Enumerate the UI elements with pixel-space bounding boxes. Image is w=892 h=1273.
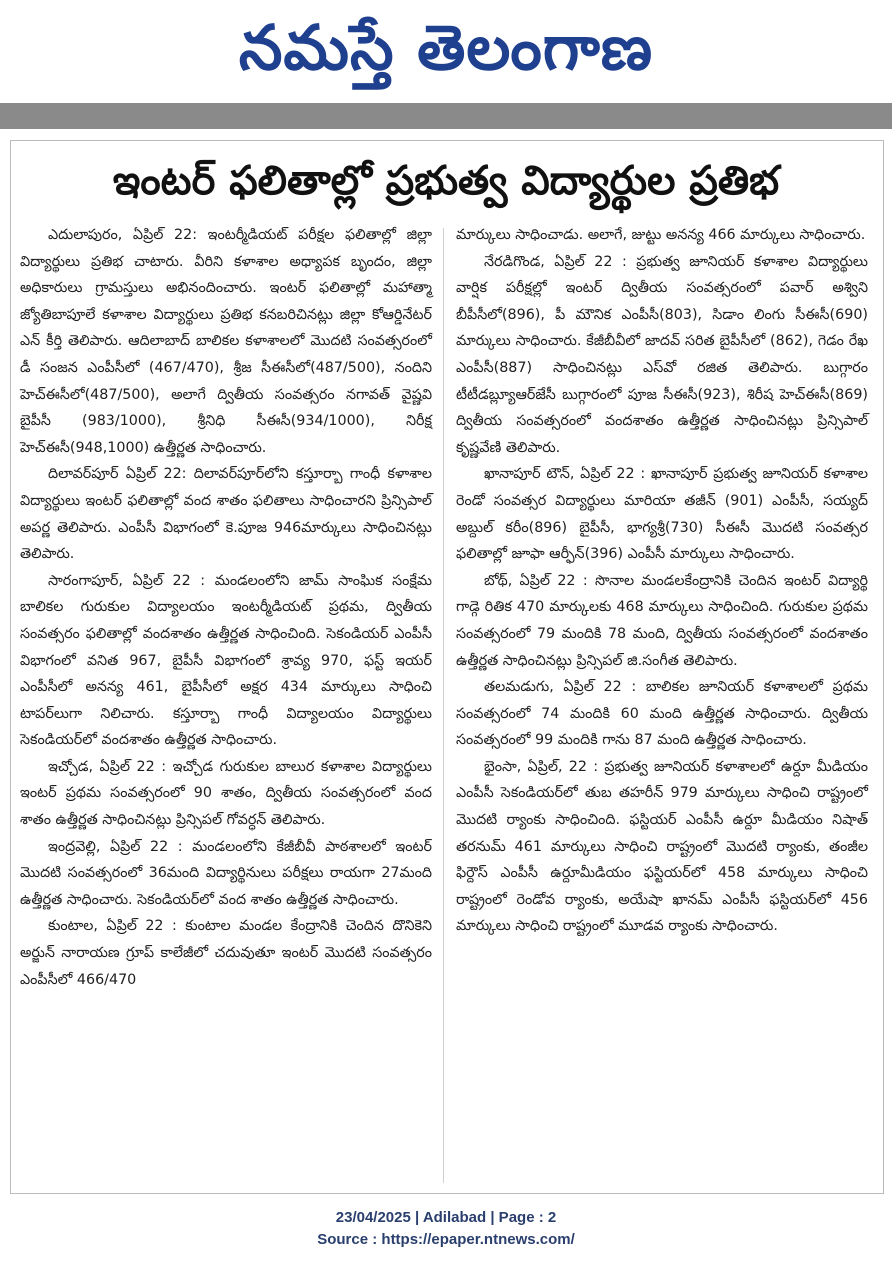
header-band — [0, 103, 892, 129]
left-column — [20, 222, 432, 993]
paragraph-edulapuram: ఎదులాపురం, ఏప్రిల్ 22: ఇంటర్మీడియట్ పరీక్షల ఫలితాల్లో జిల్లా విద్యార్థులు ప్రతిభ చాటారు. వీరిని కళాశాల అధ్యాపక బృందం, జిల్లా అధికారులు గ్రామస్తులు అభినందించారు. ఇంటర్ ఫలితాల్లో మహాత్మా జ్యోతిబాపూలే కళాశాల విద్యార్థులు ప్రతిభ కనబరిచినట్లు జిల్లా కోఆర్డినేటర్ ఎన్ కీర్తి తెలిపారు. ఆదిలాబాద్ బాలికల కళాశాలలో మొదటి సంవత్సరంలో డీ సంజన ఎంపీసీలో (467/470), శ్రీజ సీఈసీలో(487/500), నందిని హెచ్ఈసీలో(487/500), అలాగే ద్వితీయ సంవత్సరం నగావత్ వైష్ణవి బైపీసీ (983/1000), శ్రీనిధి సీఈసీ(934/1000), నిరీక్ష హెచ్ఈసీ(948,1000) ఉత్తీర్ణత సాధించారు. — [20, 227, 432, 456]
paragraph-khanapur: ఖానాపూర్ టౌన్, ఏప్రిల్ 22 : ఖానాపూర్ ప్రభుత్వ జూనియర్ కళాశాల రెండో సంవత్సర విద్యార్థులు మారియా తజీన్ (901) ఎంపీసీ, సయ్యద్ అబ్దుల్ కరీం(896) బైపీసీ, భాగ్యశ్రీ(730) సీఈసీ మొదటి సంవత్సర ఫలితాల్లో జూఫా ఆర్ఫీన్(396) ఎంపీసీ మార్కులు సాధించారు. — [456, 466, 868, 563]
page-footer — [0, 1207, 892, 1251]
paragraph-dilawarpur: దిలావర్‌పూర్ ఏప్రిల్ 22: దిలావర్‌పూర్‌లోని కస్తూర్బా గాంధీ కళాశాల విద్యార్థులు ఇంటర్ ఫలితాల్లో వంద శాతం ఫలితాలు సాధించారని ప్రిన్సిపాల్ అపర్ణ తెలిపారు. ఎంపీసీ విభాగంలో కె.పూజ 946మార్కులు సాధించినట్లు తెలిపారు. — [20, 466, 432, 563]
paragraph-boath: బోథ్, ఏప్రిల్ 22 : సొనాల మండలకేంద్రానికి చెందిన ఇంటర్ విద్యార్థి గాడ్గె రితిక 470 మార్కులకు 468 మార్కులు సాధించింది. గురుకుల ప్రథమ సంవత్సరంలో 79 మందికి 78 మంది, ద్వితీయ సంవత్సరంలో వందశాతం ఉత్తీర్ణత సాధించినట్లు ప్రిన్సిపల్ జి.సంగీత తెలిపారు. — [456, 572, 868, 669]
source-link[interactable]: Source : https://epaper.ntnews.com/ — [317, 1231, 575, 1248]
newspaper-logo: నమస్తే తెలంగాణ — [238, 11, 654, 84]
paragraph-talamadugu: తలమడుగు, ఏప్రిల్ 22 : బాలికల జూనియర్ కళాశాలలో ప్రథమ సంవత్సరంలో 74 మందికి 60 మంది ఉత్తీర్ణత సాధించారు. ద్వితీయ సంవత్సరంలో 99 మందికి గాను 87 మంది ఉత్తీర్ణత సాధించారు. — [456, 679, 868, 749]
paragraph-neradigonda: నేరడిగొండ, ఏప్రిల్ 22 : ప్రభుత్వ జూనియర్ కళాశాల విద్యార్థులు వార్షిక పరీక్షల్లో ఇంటర్ ద్వితీయ సంవత్సరంలో పవార్ అశ్విని బీపీసీలో(896), పీ మౌనిక ఎంపీసీ(803), సిడాం లింగు సీఈసీ(690) మార్కులు సాధించారు. కేజీబీవీలో జాదవ్ సరిత బైపీసీలో (862), గెడం రేఖ ఎంపీసీ(887) సాధించినట్లు ఎస్‌వో రజిత తెలిపారు. బుగ్గారం టీటీడబ్ల్యూఆర్‌జేసీ బుగ్గారంలో పూజ సీఈసీ(923), శిరీష హెచ్ఈసీ(869) ద్వితీయ సంవత్సరంలో వందశాతం ఉత్తీర్ణత సాధించినట్లు ప్రిన్సిపాల్ కృష్ణవేణి తెలిపారు. — [456, 253, 868, 456]
paragraph-kuntala: కుంటాల, ఏప్రిల్ 22 : కుంటాల మండల కేంద్రానికి చెందిన దొనికెని అర్జున్ నారాయణ గ్రూప్ కాలేజీలో చదువుతూ ఇంటర్ మొదటి సంవత్సరం ఎంపీసీలో 466/470 — [20, 918, 432, 988]
masthead — [0, 0, 892, 100]
right-column — [456, 222, 868, 940]
paragraph-bhainsa: భైంసా, ఏప్రిల్, 22 : ప్రభుత్వ జూనియర్ కళాశాలలో ఉర్దూ మీడియం ఎంపీసీ సెకండియర్‌లో తుబ తహరీన్ 979 మార్కులు సాధించి రాష్ట్రంలో మొదటి ర్యాంకు సాధించింది. ఫస్టియర్ ఎంపీసీ ఉర్దూ మీడియం నిషాత్ తరనుమ్ 461 మార్కులు సాధించి రాష్ట్రంలో మొదటి ర్యాంకు, తంజీల ఫిర్దౌస్ ఎంపీసీ ఉర్దూమీడియం ఫస్టియర్‌లో 458 మార్కులు సాధించి రాష్ట్రంలో రెండోవ ర్యాంకు, అయేషా ఖానమ్ ఎంపీసీ ఫస్టియర్‌లో 456 మార్కులు సాధించి రాష్ట్రంలో మూడవ ర్యాంకు సాధించారు. — [456, 758, 868, 935]
paragraph-ichoda: ఇచ్చోడ, ఏప్రిల్ 22 : ఇచ్చోడ గురుకుల బాలుర కళాశాల విద్యార్థులు ఇంటర్ ప్రథమ సంవత్సరంలో 90 శాతం, ద్వితీయ సంవత్సరంలో వంద శాతం ఉత్తీర్ణత సాధించినట్లు ప్రిన్సిపల్ గోవర్ధన్ తెలిపారు. — [20, 758, 432, 829]
edition-info: 23/04/2025 | Adilabad | Page : 2 — [335, 1209, 557, 1226]
paragraph-kuntala-continued: మార్కులు సాధించాడు. అలాగే, జుట్టు అనన్య 466 మార్కులు సాధించారు. — [456, 227, 866, 243]
paragraph-sarangapur: సారంగాపూర్, ఏప్రిల్ 22 : మండలంలోని జామ్ సాంఘిక సంక్షేమ బాలికల గురుకుల విద్యాలయం ఇంటర్మీడియట్ ప్రథమ, ద్వితీయ సంవత్సరం ఫలితాల్లో వందశాతం ఉత్తీర్ణత సాధించింది. సెకండియర్ ఎంపీసీ విభాగంలో వనిత 967, బైపీసీ విభాగంలో శ్రావ్య 970, ఫస్ట్ ఇయర్ ఎంపీసీలో అనన్య 461, బైపీసీలో అక్షర 434 మార్కులు సాధించి టాపర్‌లుగా నిలిచారు. కస్తూర్బా గాంధీ విద్యాలయం విద్యార్థులు సెకండియర్‌లో వందశాతం ఉత్తీర్ణత సాధించారు. — [20, 572, 432, 749]
article-headline: ఇంటర్ ఫలితాల్లో ప్రభుత్వ విద్యార్థుల ప్రతిభ — [112, 158, 780, 204]
column-divider — [443, 228, 444, 1183]
paragraph-indravelli: ఇంద్రవెల్లి, ఏప్రిల్ 22 : మండలంలోని కేజీబీవీ పాఠశాలలో ఇంటర్ మొదటి సంవత్సరంలో 36మంది విద్యార్థినులు పరీక్షలు రాయగా 27మంది ఉత్తీర్ణత సాధించారు. సెకండియర్‌లో వంద శాతం ఉత్తీర్ణత సాధించారు. — [20, 838, 432, 908]
